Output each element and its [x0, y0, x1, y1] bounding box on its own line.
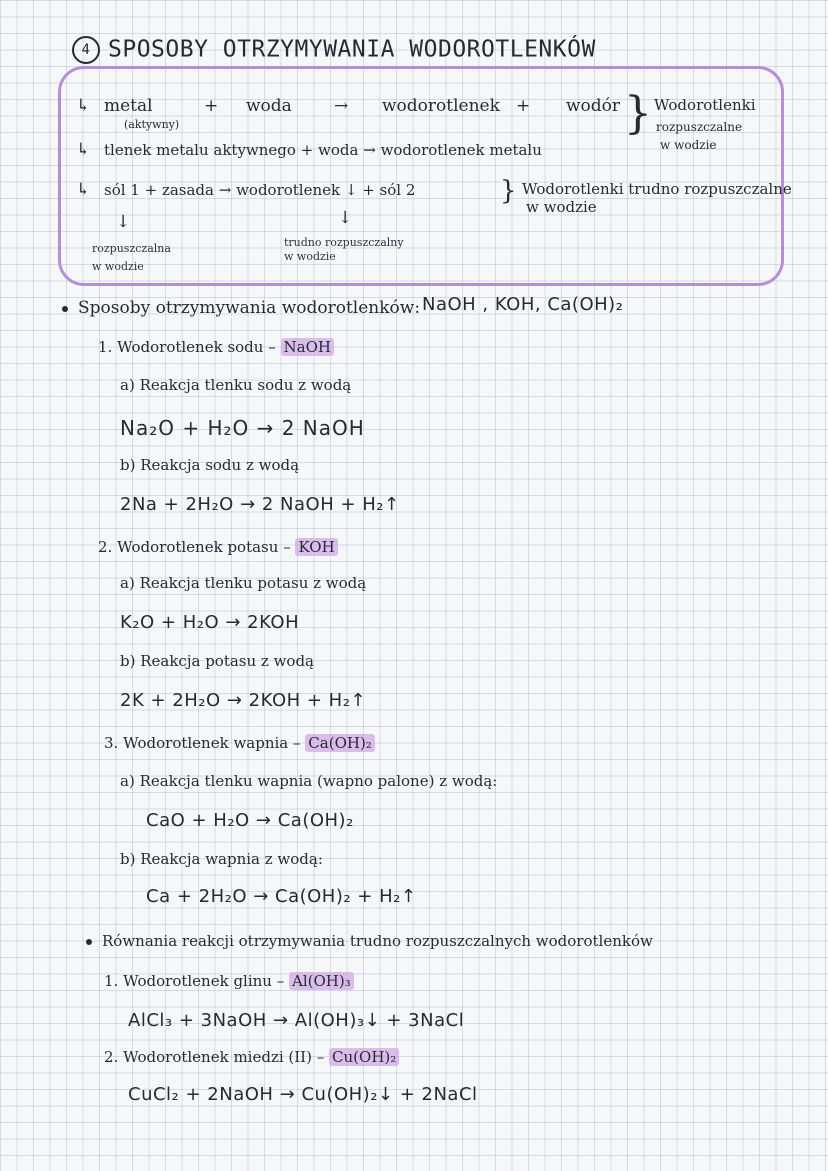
s2-item-1-heading: 1. Wodorotlenek glinu – Al(OH)₃ [104, 972, 354, 990]
item-1b: b) Reakcja sodu z wodą [120, 456, 300, 474]
r3-arrow: ↳ [76, 180, 91, 200]
group1-l3: w wodzie [660, 138, 717, 152]
item-1a: a) Reakcja tlenku sodu z wodą [120, 376, 352, 394]
item-3-heading: 3. Wodorotlenek wapnia – Ca(OH)₂ [104, 734, 375, 752]
item-2b-equation: 2K + 2H₂O → 2KOH + H₂↑ [120, 690, 367, 711]
box-row-1: ↳ [76, 96, 91, 116]
d2-arrow: ↓ [338, 208, 353, 228]
r1-metal: metal [104, 96, 153, 116]
item-1-name: NaOH [281, 338, 334, 356]
bullet-dot [62, 306, 68, 312]
item-2-heading: 2. Wodorotlenek potasu – KOH [98, 538, 338, 556]
item-1a-equation: Na₂O + H₂O → 2 NaOH [120, 416, 365, 440]
item-2a: a) Reakcja tlenku potasu z wodą [120, 574, 367, 592]
r3-group-l1: Wodorotlenki trudno rozpuszczalne [522, 180, 792, 198]
page-title: 4 SPOSOBY OTRZYMYWANIA WODOROTLENKÓW [72, 36, 596, 64]
group1-l1: Wodorotlenki [654, 96, 756, 114]
r2-arrow: ↳ [76, 140, 91, 160]
section1-formulas: NaOH , KOH, Ca(OH)₂ [422, 294, 624, 315]
r1-plus1: + [204, 96, 219, 116]
item-2-name: KOH [295, 538, 337, 556]
item-3a: a) Reakcja tlenku wapnia (wapno palone) z wodą: [120, 772, 498, 790]
item-1-heading: 1. Wodorotlenek sodu – NaOH [98, 338, 334, 356]
r3-text: sól 1 + zasada → wodorotlenek ↓ + sól 2 [104, 181, 416, 199]
r3-brace: } [500, 176, 517, 206]
item-3a-equation: CaO + H₂O → Ca(OH)₂ [146, 810, 354, 831]
s2-item-2-heading: 2. Wodorotlenek miedzi (II) – Cu(OH)₂ [104, 1048, 399, 1066]
group1-l2: rozpuszczalne [656, 120, 743, 134]
r2-text: tlenek metalu aktywnego + woda → wodorotlenek metalu [104, 141, 542, 159]
r1-wodor: wodór [566, 96, 621, 116]
d2-l2: w wodzie [284, 250, 336, 263]
s2-item-1-name: Al(OH)₃ [289, 972, 354, 990]
d1-l1: rozpuszczalna [92, 242, 171, 255]
d2-l1: trudno rozpuszczalny [284, 236, 404, 249]
r1-aktywny: (aktywny) [124, 118, 180, 131]
item-3-name: Ca(OH)₂ [305, 734, 375, 752]
item-1b-equation: 2Na + 2H₂O → 2 NaOH + H₂↑ [120, 494, 400, 515]
section-number: 4 [72, 36, 100, 64]
item-3b-equation: Ca + 2H₂O → Ca(OH)₂ + H₂↑ [146, 886, 417, 907]
s2-item-2-equation: CuCl₂ + 2NaOH → Cu(OH)₂↓ + 2NaCl [128, 1084, 478, 1105]
d1-arrow: ↓ [116, 212, 131, 232]
item-2a-equation: K₂O + H₂O → 2KOH [120, 612, 300, 633]
r1-woda: woda [246, 96, 292, 116]
s2-item-2-name: Cu(OH)₂ [329, 1048, 399, 1066]
item-2b: b) Reakcja potasu z wodą [120, 652, 315, 670]
section1-bullet: Sposoby otrzymywania wodorotlenków: [62, 298, 420, 318]
r1-plus2: + [516, 96, 531, 116]
section2-bullet: Równania reakcji otrzymywania trudno rozpuszczalnych wodorotlenków [86, 932, 653, 950]
item-3b: b) Reakcja wapnia z wodą: [120, 850, 323, 868]
s2-item-1-equation: AlCl₃ + 3NaOH → Al(OH)₃↓ + 3NaCl [128, 1010, 465, 1031]
group1-brace: } [624, 88, 652, 139]
d1-l2: w wodzie [92, 260, 144, 273]
r1-arrow: → [334, 96, 349, 116]
bullet-dot [86, 939, 92, 945]
r1-product: wodorotlenek [382, 96, 500, 116]
r3-group-l2: w wodzie [526, 198, 597, 216]
